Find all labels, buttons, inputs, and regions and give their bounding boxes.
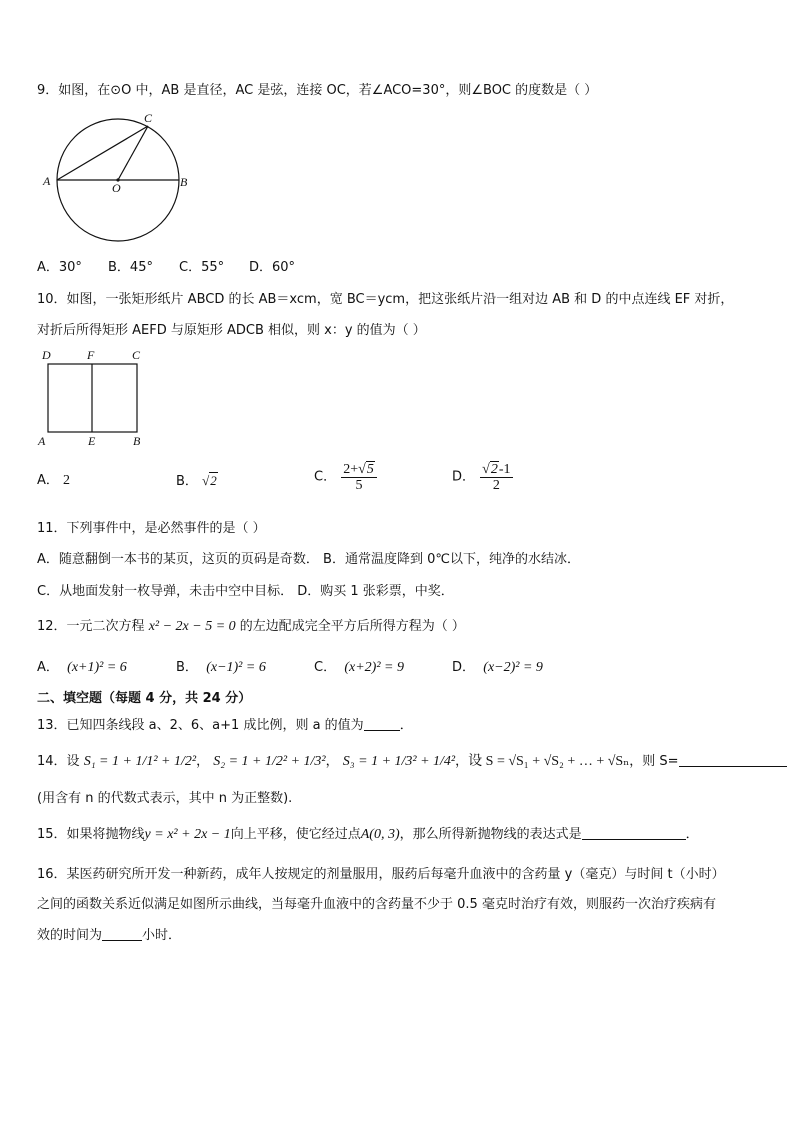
q9-circle-figure <box>40 108 200 258</box>
q9-option-b[interactable]: B．45° <box>108 260 153 275</box>
q12-option-b[interactable]: B． (x−1)² = 6 <box>176 660 266 675</box>
q11-options-line2[interactable]: C．从地面发射一枚导弹，未击中空中目标． D．购买 1 张彩票，中奖． <box>37 584 454 599</box>
q14-s3: S₃ = 1 + 1/3² + 1/4² <box>342 754 456 769</box>
q14-text-line2: (用含有 n 的代数式表示，其中 n 为正整数). <box>37 791 293 806</box>
q10-option-c[interactable]: C． $\frac{2+√5}{5}$ <box>314 462 378 493</box>
q16-answer-blank[interactable] <box>102 928 142 941</box>
q10-option-d[interactable]: D． $\frac{√2-1}{2}$ <box>452 462 511 493</box>
q9-option-d[interactable]: D．60° <box>249 260 296 275</box>
q9-label-o: O <box>112 181 121 195</box>
q9-label-b: B <box>180 175 188 189</box>
q10-text-line1: 10．如图，一张矩形纸片 ABCD 的长 AB＝xcm，宽 BC＝ycm，把这张纸片沿一组对边 AB 和 D 的中点连线 EF 对折， <box>37 292 734 307</box>
q15-answer-blank[interactable] <box>582 827 686 840</box>
q10-text-line2: 对折后所得矩形 AEFD 与原矩形 ADCB 相似，则 x：y 的值为（ ） <box>37 323 426 338</box>
q14-text: 14．设 S₁ = 1 + 1/1² + 1/2²， S₂ = 1 + 1/2² + 1/3²， S₃ = 1 + 1/3² + 1/4²，设 S = √S₁ + √S₂ + … + √Sₙ，则 S= <box>37 745 787 779</box>
q9-option-a[interactable]: A．30° <box>37 260 82 275</box>
q9-option-c[interactable]: C．55° <box>179 260 225 275</box>
q10-label-c: C <box>132 348 141 362</box>
q12-option-c[interactable]: C． (x+2)² = 9 <box>314 660 404 675</box>
q10-label-b: B <box>133 434 141 448</box>
q10-label-d: D <box>42 348 51 362</box>
q12-equation: x² − 2x − 5 = 0 <box>148 619 236 634</box>
q15-equation: y = x² + 2x − 1 <box>144 827 231 842</box>
q14-s1: S₁ = 1 + 1/1² + 1/2² <box>83 754 197 769</box>
q14-answer-blank[interactable] <box>679 754 787 767</box>
q16-text-line3: 效的时间为 小时． <box>37 928 182 943</box>
q10-label-a: A <box>38 434 46 448</box>
q10-option-b[interactable]: B． √2 <box>176 473 217 489</box>
q13-answer-blank[interactable] <box>364 718 400 731</box>
q11-text: 11．下列事件中，是必然事件的是（ ） <box>37 521 266 536</box>
q14-s-definition: 设 S = √S₁ + √S₂ + … + √Sₙ <box>468 754 630 769</box>
q16-text-line1: 16．某医药研究所开发一种新药，成年人按规定的剂量服用，服药后每毫升血液中的含药量 y（毫克）与时间 t（小时） <box>37 867 725 882</box>
q12-option-d[interactable]: D． (x−2)² = 9 <box>452 660 543 675</box>
q10-label-e: E <box>88 434 96 448</box>
q9-text: 9．如图，在⊙O 中，AB 是直径，AC 是弦，连接 OC，若∠ACO=30°，则∠BOC 的度数是（ ） <box>37 83 598 98</box>
q16-text-line2: 之间的函数关系近似满足如图所示曲线，当每毫升血液中的含药量不少于 0.5 毫克时治疗有效，则服药一次治疗疾病有 <box>37 897 716 912</box>
q9-label-c: C <box>144 111 153 125</box>
q11-options-line1[interactable]: A．随意翻倒一本书的某页，这页的页码是奇数． B．通常温度降到 0℃以下，纯净的水结冰． <box>37 552 580 567</box>
q12-option-a[interactable]: A． (x+1)² = 6 <box>37 660 127 675</box>
q12-text: 12．一元二次方程 x² − 2x − 5 = 0 的左边配成完全平方后所得方程为（ ） <box>37 619 465 634</box>
q10-label-f: F <box>87 348 95 362</box>
q13-text: 13．已知四条线段 a、2、6、a+1 成比例，则 a 的值为 ． <box>37 718 413 733</box>
section-heading: 二、填空题（每题 4 分，共 24 分） <box>37 691 252 706</box>
q10-option-a[interactable]: A． 2 <box>37 473 71 488</box>
q10-rectangle-figure <box>36 346 156 450</box>
q15-text: 15．如果将抛物线y = x² + 2x − 1向上平移，使它经过点A(0, 3)，那么所得新抛物线的表达式是 ． <box>37 827 699 842</box>
q14-s2: S₂ = 1 + 1/2² + 1/3² <box>213 754 326 769</box>
q9-label-a: A <box>43 174 51 188</box>
q15-point: A(0, 3) <box>360 827 400 842</box>
